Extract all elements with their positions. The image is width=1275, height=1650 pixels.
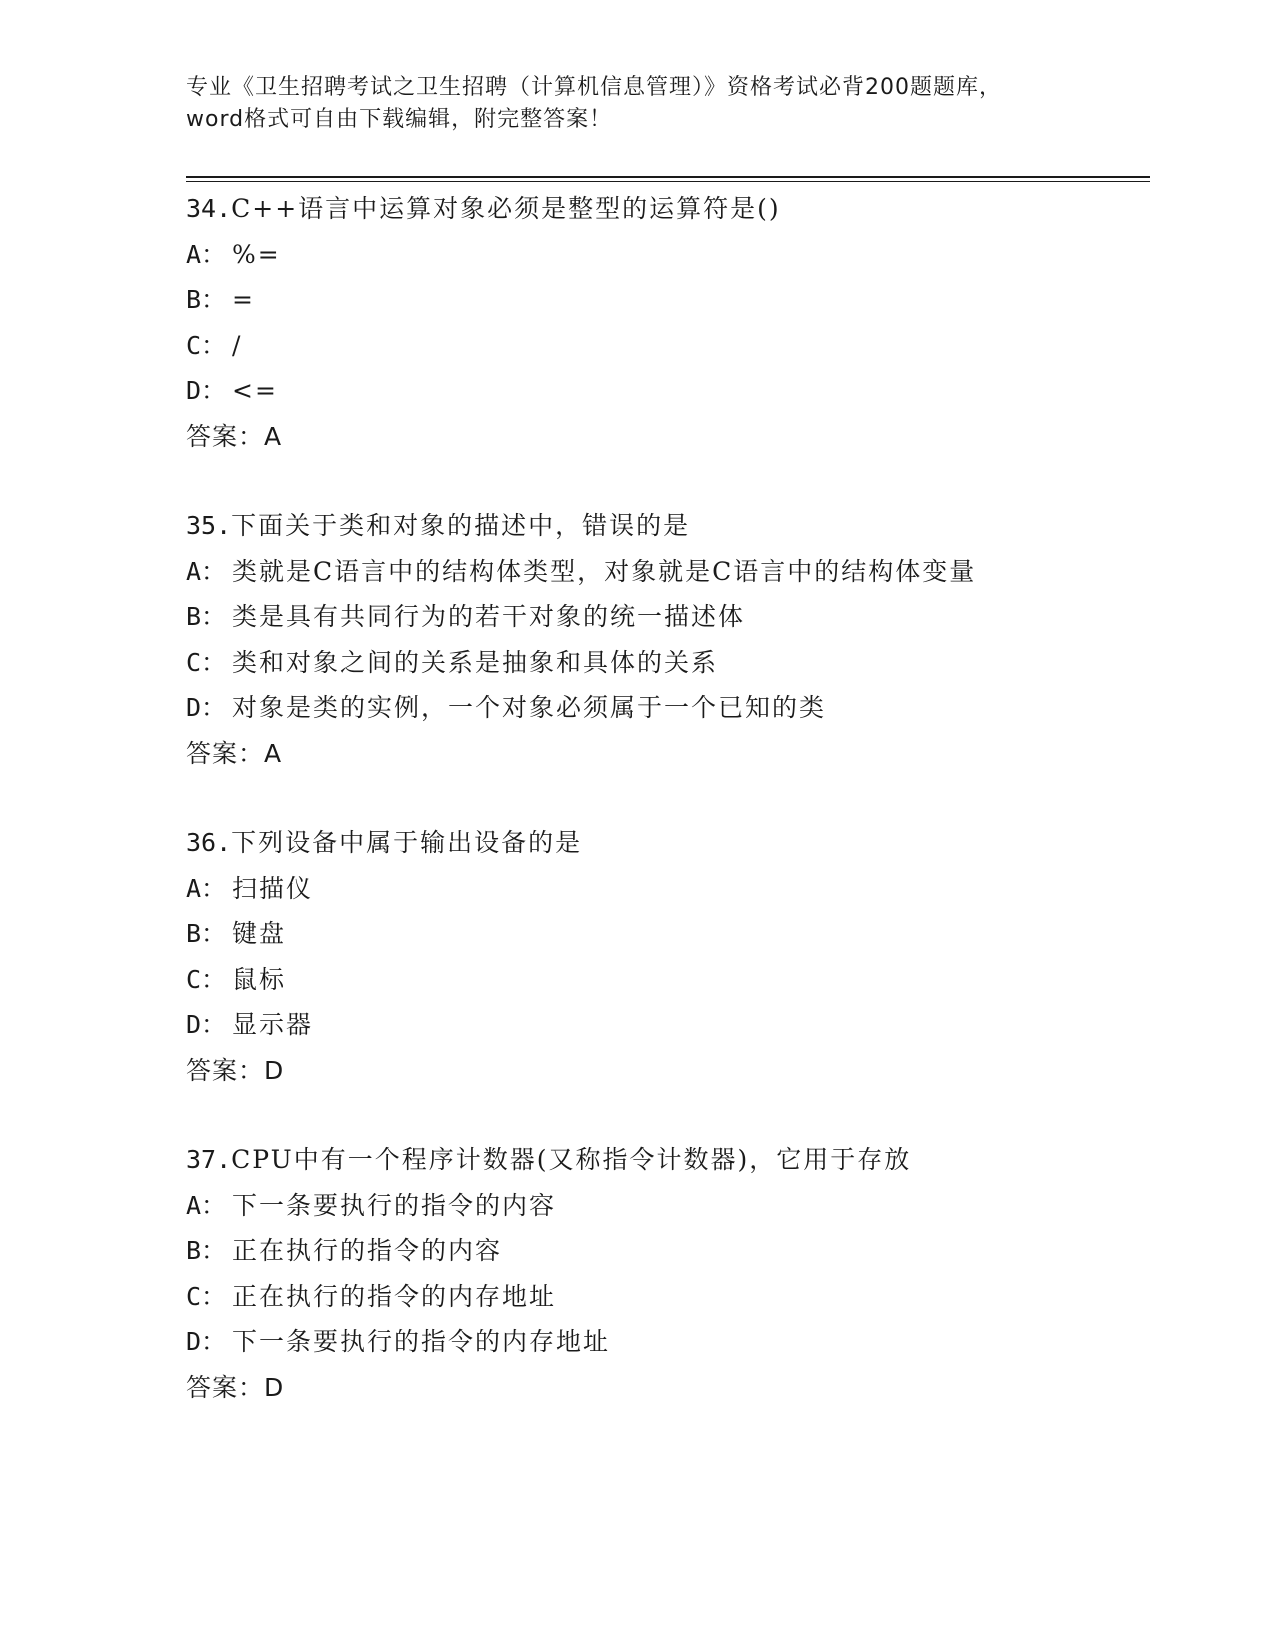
option-b — [186, 911, 1146, 957]
header-divider-thick — [186, 176, 1150, 178]
option-key: C： — [186, 1281, 227, 1311]
header-line-1: 专业《卫生招聘考试之卫生招聘（计算机信息管理）》资格考试必背200题题库， — [186, 75, 1002, 100]
option-text: 正在执行的指令的内存地址 — [232, 1281, 557, 1311]
option-c — [186, 323, 1146, 369]
option-key: B： — [186, 1236, 227, 1265]
option-a — [186, 1183, 1146, 1229]
question-stem — [186, 1137, 1146, 1183]
option-key: B： — [186, 602, 227, 631]
option-text: 下一条要执行的指令的内容 — [232, 1190, 557, 1220]
option-d — [186, 1319, 1146, 1365]
option-key: A： — [186, 873, 227, 903]
option-key: B： — [186, 919, 227, 948]
question-stem — [186, 820, 1146, 866]
answer-line: 答案：D — [186, 1372, 285, 1402]
question-number: 36. — [186, 828, 232, 857]
option-text: = — [232, 285, 255, 314]
question-text: CPU中有一个程序计数器(又称指令计数器)，它用于存放 — [231, 1145, 912, 1174]
option-key: C： — [186, 647, 227, 677]
option-key: A： — [186, 1190, 227, 1220]
question-list — [186, 186, 1146, 1454]
option-text: 类和对象之间的关系是抽象和具体的关系 — [232, 647, 719, 677]
option-text: 下一条要执行的指令的内存地址 — [232, 1327, 611, 1356]
answer-line: 答案：A — [186, 738, 283, 768]
option-a — [186, 866, 1146, 912]
option-d — [186, 685, 1146, 731]
option-b — [186, 594, 1146, 640]
question-stem — [186, 503, 1146, 549]
question-36 — [186, 820, 1146, 1093]
question-37 — [186, 1137, 1146, 1410]
option-key: B： — [186, 285, 227, 314]
question-34 — [186, 186, 1146, 459]
answer-line: 答案：A — [186, 421, 283, 451]
document-header — [186, 72, 1086, 136]
option-key: C： — [186, 964, 227, 994]
option-text: / — [232, 330, 243, 360]
question-text: C++语言中运算对象必须是整型的运算符是() — [231, 194, 781, 223]
question-text: 下列设备中属于输出设备的是 — [231, 828, 583, 857]
option-key: A： — [186, 239, 227, 269]
option-a — [186, 232, 1146, 278]
option-text: 类是具有共同行为的若干对象的统一描述体 — [232, 602, 746, 631]
option-text: 扫描仪 — [232, 873, 314, 903]
option-key: D： — [186, 693, 227, 722]
header-divider-thin — [186, 181, 1150, 182]
question-number: 37. — [186, 1145, 232, 1174]
option-d — [186, 368, 1146, 414]
option-c — [186, 957, 1146, 1003]
option-text: 类就是C语言中的结构体类型，对象就是C语言中的结构体变量 — [232, 556, 977, 586]
option-a — [186, 549, 1146, 595]
question-number: 34. — [186, 194, 232, 223]
option-text: 键盘 — [232, 919, 287, 948]
option-key: D： — [186, 1010, 227, 1039]
question-stem — [186, 186, 1146, 232]
option-text: %= — [232, 239, 281, 269]
option-key: D： — [186, 1327, 227, 1356]
option-c — [186, 1274, 1146, 1320]
option-key: D： — [186, 376, 227, 405]
option-text: 对象是类的实例，一个对象必须属于一个已知的类 — [232, 693, 827, 722]
option-key: C： — [186, 330, 227, 360]
question-number: 35. — [186, 511, 232, 540]
option-b — [186, 277, 1146, 323]
option-text: <= — [232, 376, 278, 405]
option-b — [186, 1228, 1146, 1274]
option-d — [186, 1002, 1146, 1048]
option-text: 显示器 — [232, 1010, 314, 1039]
option-c — [186, 640, 1146, 686]
option-text: 正在执行的指令的内容 — [232, 1236, 503, 1265]
question-text: 下面关于类和对象的描述中，错误的是 — [231, 511, 691, 540]
answer-line: 答案：D — [186, 1055, 285, 1085]
header-line-2: word格式可自由下载编辑，附完整答案！ — [186, 107, 613, 132]
question-35 — [186, 503, 1146, 776]
option-text: 鼠标 — [232, 964, 287, 994]
option-key: A： — [186, 556, 227, 586]
